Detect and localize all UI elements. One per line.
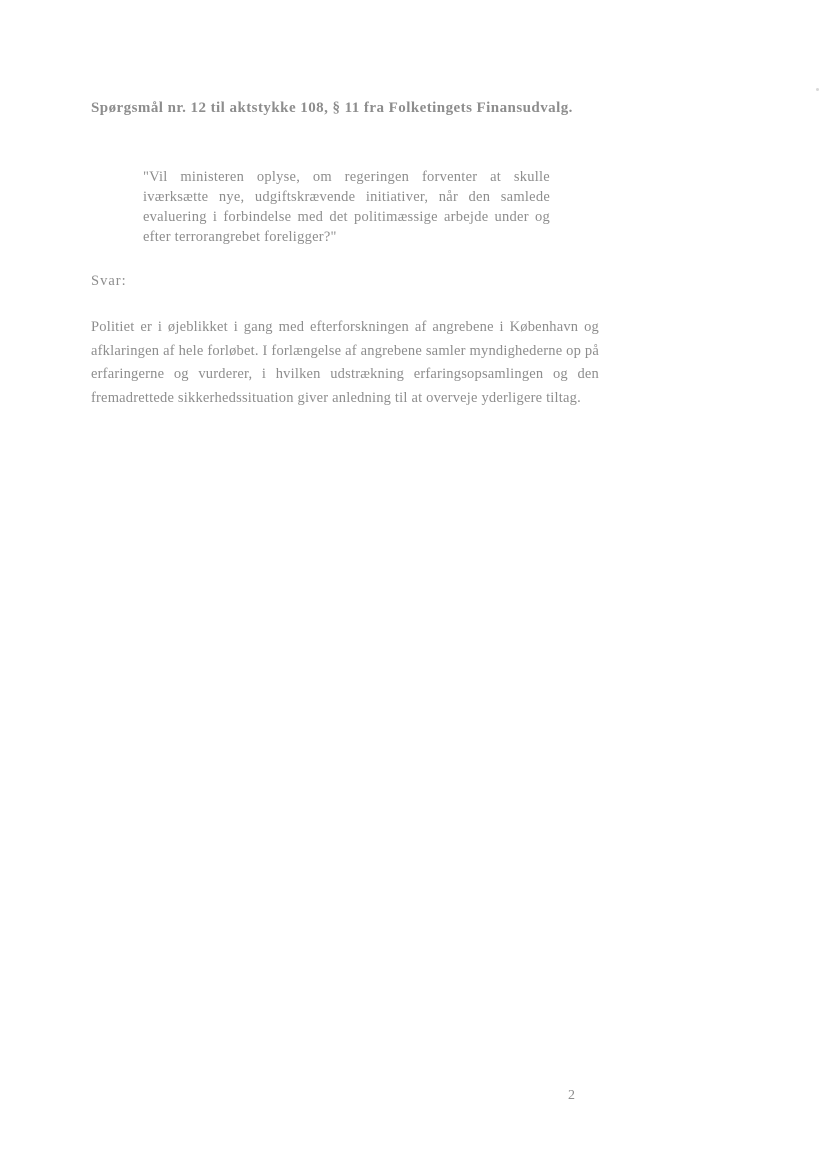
question-quote: "Vil ministeren oplyse, om regeringen forventer at skulle iværksætte nye, udgiftskrævende initiativer, når den samlede evaluering i forbindelse med det politimæssige arbejde under og efter terrorangrebet foreligger?" — [143, 169, 550, 245]
page-number: 2 — [568, 1088, 575, 1103]
answer-label: Svar: — [91, 273, 127, 289]
question-heading: Spørgsmål nr. 12 til aktstykke 108, § 11 fra Folketingets Finansudvalg. — [91, 100, 573, 116]
scan-speck — [816, 88, 819, 91]
answer-paragraph: Politiet er i øjeblikket i gang med efterforskningen af angrebene i København og afklaringen af hele forløbet. I forlængelse af angrebene samler myndighederne op på erfaringerne og vurderer, i hvilken udstrækning erfaringsopsamlingen og den fremadrettede sikkerhedssituation giver anledning til at overveje yderligere tiltag. — [91, 319, 599, 406]
